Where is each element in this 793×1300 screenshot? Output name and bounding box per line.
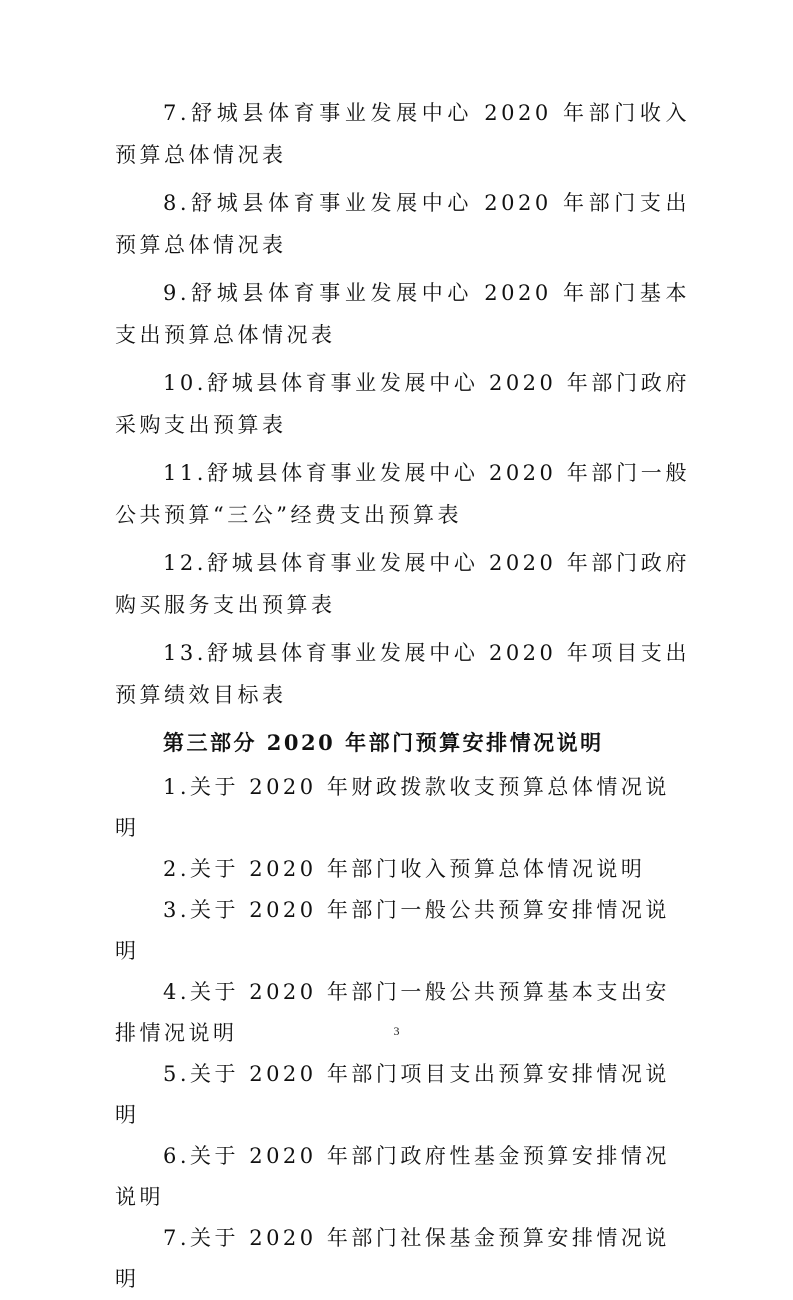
toc-entry-8: 8.舒城县体育事业发展中心 2020 年部门支出预算总体情况表 xyxy=(115,191,690,257)
sub-entry-3: 3.关于 2020 年部门一般公共预算安排情况说明 xyxy=(115,898,670,963)
toc-entry-13: 13.舒城县体育事业发展中心 2020 年项目支出预算绩效目标表 xyxy=(115,641,690,707)
section-heading-part-three: 第三部分 2020 年部门预算安排情况说明 xyxy=(163,730,604,755)
toc-entry-11: 11.舒城县体育事业发展中心 2020 年部门一般公共预算“三公”经费支出预算表 xyxy=(115,461,690,527)
toc-entry-9: 9.舒城县体育事业发展中心 2020 年部门基本支出预算总体情况表 xyxy=(115,281,690,347)
sub-entry-2: 2.关于 2020 年部门收入预算总体情况说明 xyxy=(163,857,646,881)
page-number: 3 xyxy=(393,1024,400,1038)
sub-entry-5: 5.关于 2020 年部门项目支出预算安排情况说明 xyxy=(115,1062,670,1127)
table-of-contents xyxy=(115,92,690,1300)
sub-entry-1: 1.关于 2020 年财政拨款收支预算总体情况说明 xyxy=(115,775,670,840)
toc-entry-12: 12.舒城县体育事业发展中心 2020 年部门政府购买服务支出预算表 xyxy=(115,551,690,617)
sub-entry-4: 4.关于 2020 年部门一般公共预算基本支出安排情况说明 xyxy=(115,980,670,1045)
sub-entry-7: 7.关于 2020 年部门社保基金预算安排情况说明 xyxy=(115,1226,670,1291)
toc-entry-7: 7.舒城县体育事业发展中心 2020 年部门收入预算总体情况表 xyxy=(115,101,690,167)
toc-entry-10: 10.舒城县体育事业发展中心 2020 年部门政府采购支出预算表 xyxy=(115,371,690,437)
sub-entry-6: 6.关于 2020 年部门政府性基金预算安排情况说明 xyxy=(115,1144,670,1209)
